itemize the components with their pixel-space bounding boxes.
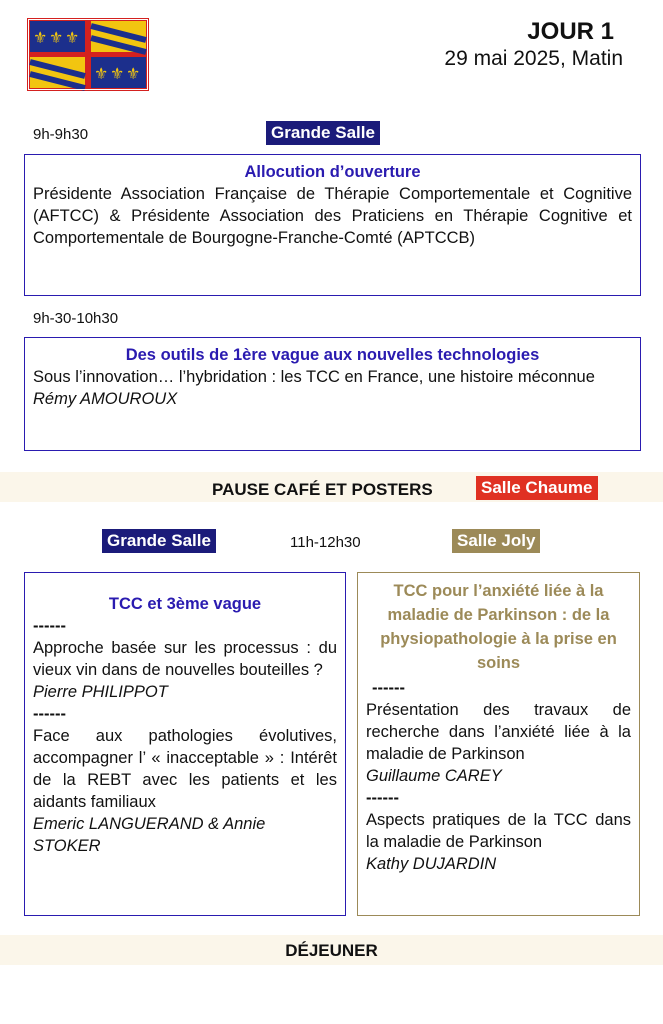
separator: ------ bbox=[366, 789, 399, 807]
break-label: PAUSE CAFÉ ET POSTERS bbox=[212, 480, 433, 499]
svg-text:⚜: ⚜ bbox=[49, 28, 64, 47]
svg-text:⚜: ⚜ bbox=[126, 64, 141, 83]
svg-text:⚜: ⚜ bbox=[33, 28, 48, 47]
session2-text: Sous l’innovation… l’hybridation : les TCC en France, une histoire méconnue bbox=[33, 368, 595, 386]
session1-box bbox=[24, 154, 641, 296]
session3-left-box bbox=[24, 572, 346, 916]
session1-text: Présidente Association Française de Thérapie Comportementale et Cognitive (AFTCC) & Présidente Association des Praticiens en Thérapie Cognitive et Comportementale de Bourgogne-Franche-Comté (APTCCB) bbox=[33, 185, 632, 247]
session3-left-talk2: Face aux pathologies évolutives, accompagner l’ « inacceptable » : Intérêt de la REBT avec les patients et les aidants familiaux bbox=[33, 727, 337, 811]
separator: ------ bbox=[33, 617, 66, 635]
svg-text:⚜: ⚜ bbox=[110, 64, 125, 83]
room-badge-salle-chaume: Salle Chaume bbox=[476, 476, 598, 500]
session2-author: Rémy AMOUROUX bbox=[33, 390, 178, 408]
session3-left-title: TCC et 3ème vague bbox=[108, 595, 262, 613]
session3-right-title: TCC pour l’anxiété liée à la maladie de Parkinson : de la physiopathologie à la prise en soins bbox=[380, 582, 617, 672]
separator: ------ bbox=[372, 679, 405, 697]
session1-title: Allocution d’ouverture bbox=[244, 163, 421, 181]
lunch-band bbox=[0, 935, 663, 965]
session1-time: 9h-9h30 bbox=[33, 126, 89, 143]
session3-right-talk2: Aspects pratiques de la TCC dans la maladie de Parkinson bbox=[366, 811, 631, 851]
session3-left-author2: Emeric LANGUERAND & Annie STOKER bbox=[33, 815, 266, 855]
session2-box bbox=[24, 337, 641, 451]
room-badge-grande-salle-2: Grande Salle bbox=[102, 529, 216, 553]
svg-text:⚜: ⚜ bbox=[94, 64, 109, 83]
session2-time: 9h-30-10h30 bbox=[33, 310, 119, 327]
session3-right-talk1: Présentation des travaux de recherche dans l’anxiété liée à la maladie de Parkinson bbox=[366, 701, 631, 763]
svg-text:⚜: ⚜ bbox=[65, 28, 80, 47]
room-badge-salle-joly: Salle Joly bbox=[452, 529, 540, 553]
session3-right-author2: Kathy DUJARDIN bbox=[366, 855, 497, 873]
session3-right-author1: Guillaume CAREY bbox=[366, 767, 502, 785]
session3-left-author1: Pierre PHILIPPOT bbox=[33, 683, 168, 701]
separator: ------ bbox=[33, 705, 66, 723]
lunch-label: DÉJEUNER bbox=[285, 941, 378, 960]
burgundy-flag-icon bbox=[27, 18, 149, 91]
room-badge-grande-salle: Grande Salle bbox=[266, 121, 380, 145]
session2-title: Des outils de 1ère vague aux nouvelles technologies bbox=[125, 346, 540, 364]
session3-time: 11h-12h30 bbox=[290, 534, 361, 551]
day-title: JOUR 1 bbox=[527, 18, 614, 45]
day-date: 29 mai 2025, Matin bbox=[444, 47, 623, 70]
session3-left-talk1: Approche basée sur les processus : du vieux vin dans de nouvelles bouteilles ? bbox=[33, 639, 337, 679]
session3-right-box bbox=[357, 572, 640, 916]
